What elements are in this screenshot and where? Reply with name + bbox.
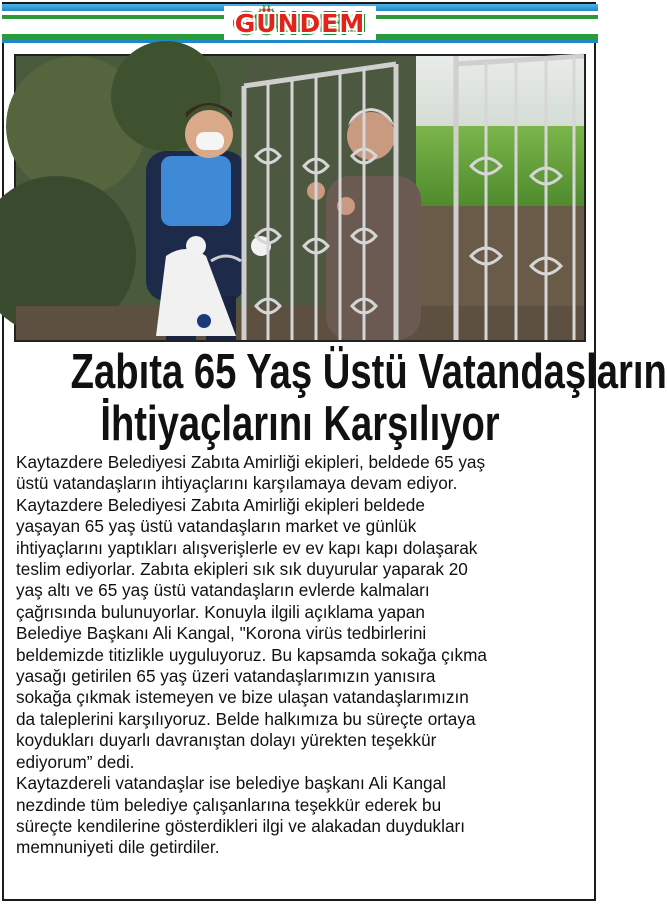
headline-line-1: Zabıta 65 Yaş Üstü Vatandaşların	[70, 345, 667, 399]
article-body	[16, 452, 590, 859]
photo-image-icon	[16, 56, 584, 340]
news-photo	[14, 54, 586, 342]
headline-line-2: İhtiyaçlarını Karşılıyor	[100, 397, 500, 451]
section-label: GÜNDEM	[224, 6, 376, 40]
body-paragraph-1: Kaytazdere Belediyesi Zabıta Amirliği ekipleri, beldede 65 yaş üstü vatandaşların ihtiyaçlarını karşılamaya devam ediyor. Kaytazdere Belediyesi Zabıta Amirliği ekipleri beldede yaşayan 65 yaş üstü vatandaşların market ve günlük ihtiyaçlarını yaptıkları alışverişlerle ev ev kapı kapı dolaşarak teslim ediyorlar. Zabıta ekipleri sık sık duyurular yaparak 20 yaş altı ve 65 yaş üstü vatandaşların evlerde kalmaları çağrısında bulunuyorlar. Konuyla ilgili açıklama yapan Belediye Başkanı Ali Kangal, "Korona virüs tedbirlerini beldemizde titizlikle uyguluyoruz. Bu kapsamda sokağa çıkma yasağı getirilen 65 yaş üzeri vatandaşlarımızın yanısıra sokağa çıkmak istemeyen ve bize ulaşan vatandaşlarımızın da taleplerini karşılıyoruz. Belde halkımıza bu süreçte ortaya koydukları duyarlı davranıştan dolayı yürekten teşekkür ediyorum” dedi.	[16, 452, 487, 772]
body-paragraph-2: Kaytazdereli vatandaşlar ise belediye başkanı Ali Kangal nezdinde tüm belediye çalışanlarına teşekkür ederek bu süreçte kendilerine gösterdikleri ilgi ve alakadan duydukları memnuniyeti dile getirdiler.	[16, 773, 466, 858]
